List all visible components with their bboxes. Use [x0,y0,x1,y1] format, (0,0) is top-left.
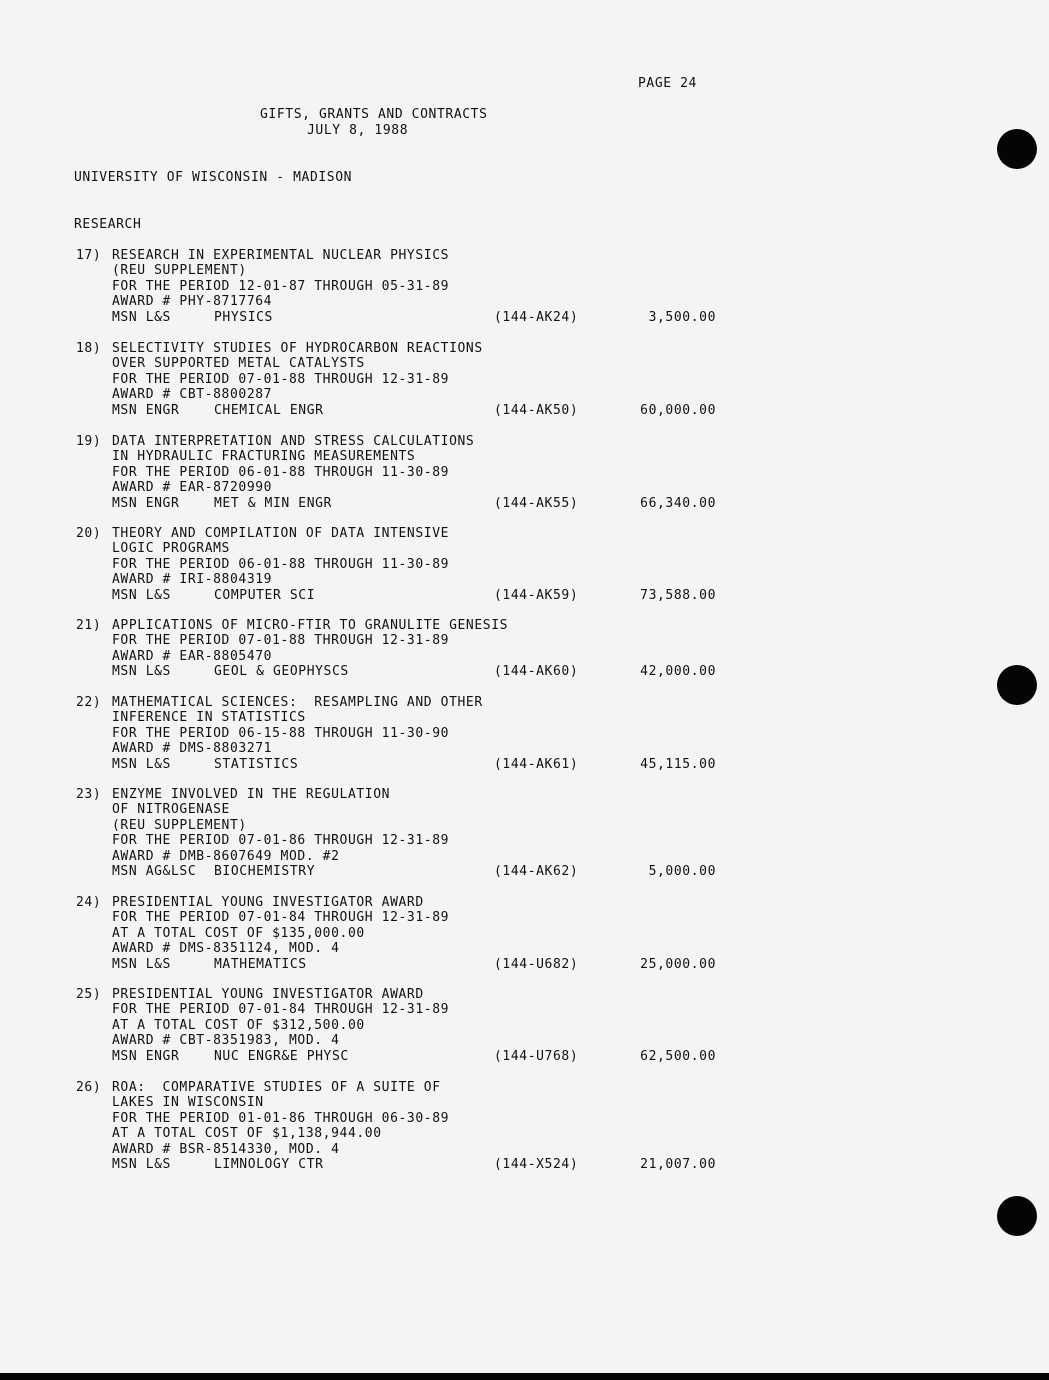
grant-description-line: INFERENCE IN STATISTICS [112,710,306,726]
grant-account-code: (144-X524) [494,1156,579,1172]
grant-summary-row [112,757,714,772]
grant-account-code: (144-AK62) [494,863,579,879]
grant-number: 22) [76,695,102,710]
grant-college: MSN ENGR [112,495,180,511]
grant-description-line: PRESIDENTIAL YOUNG INVESTIGATOR AWARD [112,987,424,1002]
grant-description-line: OF NITROGENASE [112,802,230,818]
grant-number: 20) [76,526,102,541]
grant-description-line: SELECTIVITY STUDIES OF HYDROCARBON REACTIONS [112,341,483,356]
grant-description-line: IN HYDRAULIC FRACTURING MEASUREMENTS [112,449,416,465]
grant-description-line: AWARD # BSR-8514330, MOD. 4 [112,1141,340,1157]
grant-summary-row [112,957,714,972]
grant-amount: 66,340.00 [640,495,716,511]
punch-hole-bottom [997,1196,1037,1236]
grant-summary-row [112,1157,714,1172]
grant-college: MSN L&S [112,587,171,603]
grant-description-line: FOR THE PERIOD 01-01-86 THROUGH 06-30-89 [112,1110,450,1126]
grant-amount: 3,500.00 [648,309,716,325]
grant-entry [74,618,714,680]
grant-description-line: THEORY AND COMPILATION OF DATA INTENSIVE [112,526,450,541]
grant-amount: 45,115.00 [640,756,716,772]
grant-number: 18) [76,341,102,356]
grant-account-code: (144-AK50) [494,402,579,418]
grant-account-code: (144-AK61) [494,756,579,772]
grant-amount: 73,588.00 [640,587,716,603]
grant-summary-row [112,588,714,603]
grant-department: STATISTICS [214,756,299,772]
grant-department: GEOL & GEOPHYSCS [214,664,349,680]
grant-description-line: FOR THE PERIOD 07-01-88 THROUGH 12-31-89 [112,633,450,649]
grant-description-line: (REU SUPPLEMENT) [112,817,247,833]
grant-college: MSN L&S [112,756,171,772]
grant-college: MSN ENGR [112,402,180,418]
grant-summary-row [112,496,714,511]
grant-description-line: AWARD # PHY-8717764 [112,294,273,310]
grant-department: MATHEMATICS [214,956,307,972]
grant-summary-row [112,403,714,418]
grant-college: MSN L&S [112,1156,171,1172]
document-date: JULY 8, 1988 [307,123,409,138]
grant-department: LIMNOLOGY CTR [214,1156,324,1172]
section-heading: RESEARCH [74,217,142,232]
grant-description-line: FOR THE PERIOD 07-01-84 THROUGH 12-31-89 [112,1002,450,1018]
grant-description-line: FOR THE PERIOD 07-01-88 THROUGH 12-31-89 [112,371,450,387]
grant-entry [74,695,714,772]
grant-description-line: (REU SUPPLEMENT) [112,263,247,279]
grant-entry [74,434,714,511]
grant-entry [74,1080,714,1172]
grant-college: MSN L&S [112,664,171,680]
grant-number: 17) [76,248,102,263]
grant-description-line: AT A TOTAL COST OF $135,000.00 [112,925,365,941]
grant-description-line: PRESIDENTIAL YOUNG INVESTIGATOR AWARD [112,895,424,910]
grant-number: 19) [76,434,102,449]
grant-description-line: RESEARCH IN EXPERIMENTAL NUCLEAR PHYSICS [112,248,450,263]
grant-college: MSN L&S [112,956,171,972]
grant-account-code: (144-AK60) [494,664,579,680]
grant-description-line: APPLICATIONS OF MICRO-FTIR TO GRANULITE GENESIS [112,618,509,633]
grant-amount: 25,000.00 [640,956,716,972]
grant-number: 24) [76,895,102,910]
grant-description-line: AWARD # DMB-8607649 MOD. #2 [112,848,340,864]
grant-summary-row [112,664,714,679]
grant-number: 26) [76,1080,102,1095]
grant-amount: 42,000.00 [640,664,716,680]
grant-description-line: AWARD # DMS-8803271 [112,741,273,757]
grant-entry [74,787,714,879]
grant-description-line: AWARD # EAR-8720990 [112,480,273,496]
page-number: PAGE 24 [638,76,697,91]
grant-description-line: AWARD # EAR-8805470 [112,648,273,664]
grant-description-line: AWARD # IRI-8804319 [112,572,273,588]
grant-description-line: FOR THE PERIOD 07-01-84 THROUGH 12-31-89 [112,910,450,926]
grant-number: 23) [76,787,102,802]
grant-amount: 21,007.00 [640,1156,716,1172]
grant-account-code: (144-U682) [494,956,579,972]
grant-summary-row [112,1049,714,1064]
grant-description-line: FOR THE PERIOD 07-01-86 THROUGH 12-31-89 [112,833,450,849]
grant-description-line: FOR THE PERIOD 12-01-87 THROUGH 05-31-89 [112,278,450,294]
grant-entry [74,895,714,972]
punch-hole-top [997,129,1037,169]
grant-account-code: (144-AK55) [494,495,579,511]
grant-description-line: AWARD # CBT-8351983, MOD. 4 [112,1033,340,1049]
grant-description-line: FOR THE PERIOD 06-01-88 THROUGH 11-30-89 [112,464,450,480]
grant-description-line: OVER SUPPORTED METAL CATALYSTS [112,356,365,372]
grant-entry [74,987,714,1064]
grant-entry [74,526,714,603]
grant-description-line: LAKES IN WISCONSIN [112,1095,264,1111]
grant-college: MSN L&S [112,309,171,325]
grant-number: 25) [76,987,102,1002]
grant-description-line: LOGIC PROGRAMS [112,541,230,557]
grant-college: MSN AG&LSC [112,863,197,879]
punch-hole-middle [997,665,1037,705]
grant-account-code: (144-AK59) [494,587,579,603]
grant-department: BIOCHEMISTRY [214,863,316,879]
grant-description-line: DATA INTERPRETATION AND STRESS CALCULATIONS [112,434,475,449]
grant-number: 21) [76,618,102,633]
document-title: GIFTS, GRANTS AND CONTRACTS [260,107,488,122]
grant-entry [74,248,714,325]
grant-department: COMPUTER SCI [214,587,316,603]
scan-edge-bar [0,1373,1049,1380]
grant-description-line: ENZYME INVOLVED IN THE REGULATION [112,787,391,802]
grant-amount: 5,000.00 [648,863,716,879]
grant-summary-row [112,310,714,325]
grant-department: CHEMICAL ENGR [214,402,324,418]
grant-entry [74,341,714,418]
grant-description-line: AT A TOTAL COST OF $1,138,944.00 [112,1126,382,1142]
grant-summary-row [112,864,714,879]
grant-description-line: AT A TOTAL COST OF $312,500.00 [112,1017,365,1033]
grant-college: MSN ENGR [112,1048,180,1064]
grant-account-code: (144-U768) [494,1048,579,1064]
grant-amount: 62,500.00 [640,1048,716,1064]
grant-description-line: FOR THE PERIOD 06-01-88 THROUGH 11-30-89 [112,556,450,572]
grant-department: NUC ENGR&E PHYSC [214,1048,349,1064]
grant-amount: 60,000.00 [640,402,716,418]
grant-department: PHYSICS [214,309,273,325]
grant-description-line: ROA: COMPARATIVE STUDIES OF A SUITE OF [112,1080,441,1095]
institution-name: UNIVERSITY OF WISCONSIN - MADISON [74,170,353,185]
grant-description-line: AWARD # DMS-8351124, MOD. 4 [112,941,340,957]
grant-department: MET & MIN ENGR [214,495,332,511]
grant-description-line: AWARD # CBT-8800287 [112,387,273,403]
grant-account-code: (144-AK24) [494,309,579,325]
grant-description-line: MATHEMATICAL SCIENCES: RESAMPLING AND OTHER [112,695,483,710]
grant-description-line: FOR THE PERIOD 06-15-88 THROUGH 11-30-90 [112,725,450,741]
